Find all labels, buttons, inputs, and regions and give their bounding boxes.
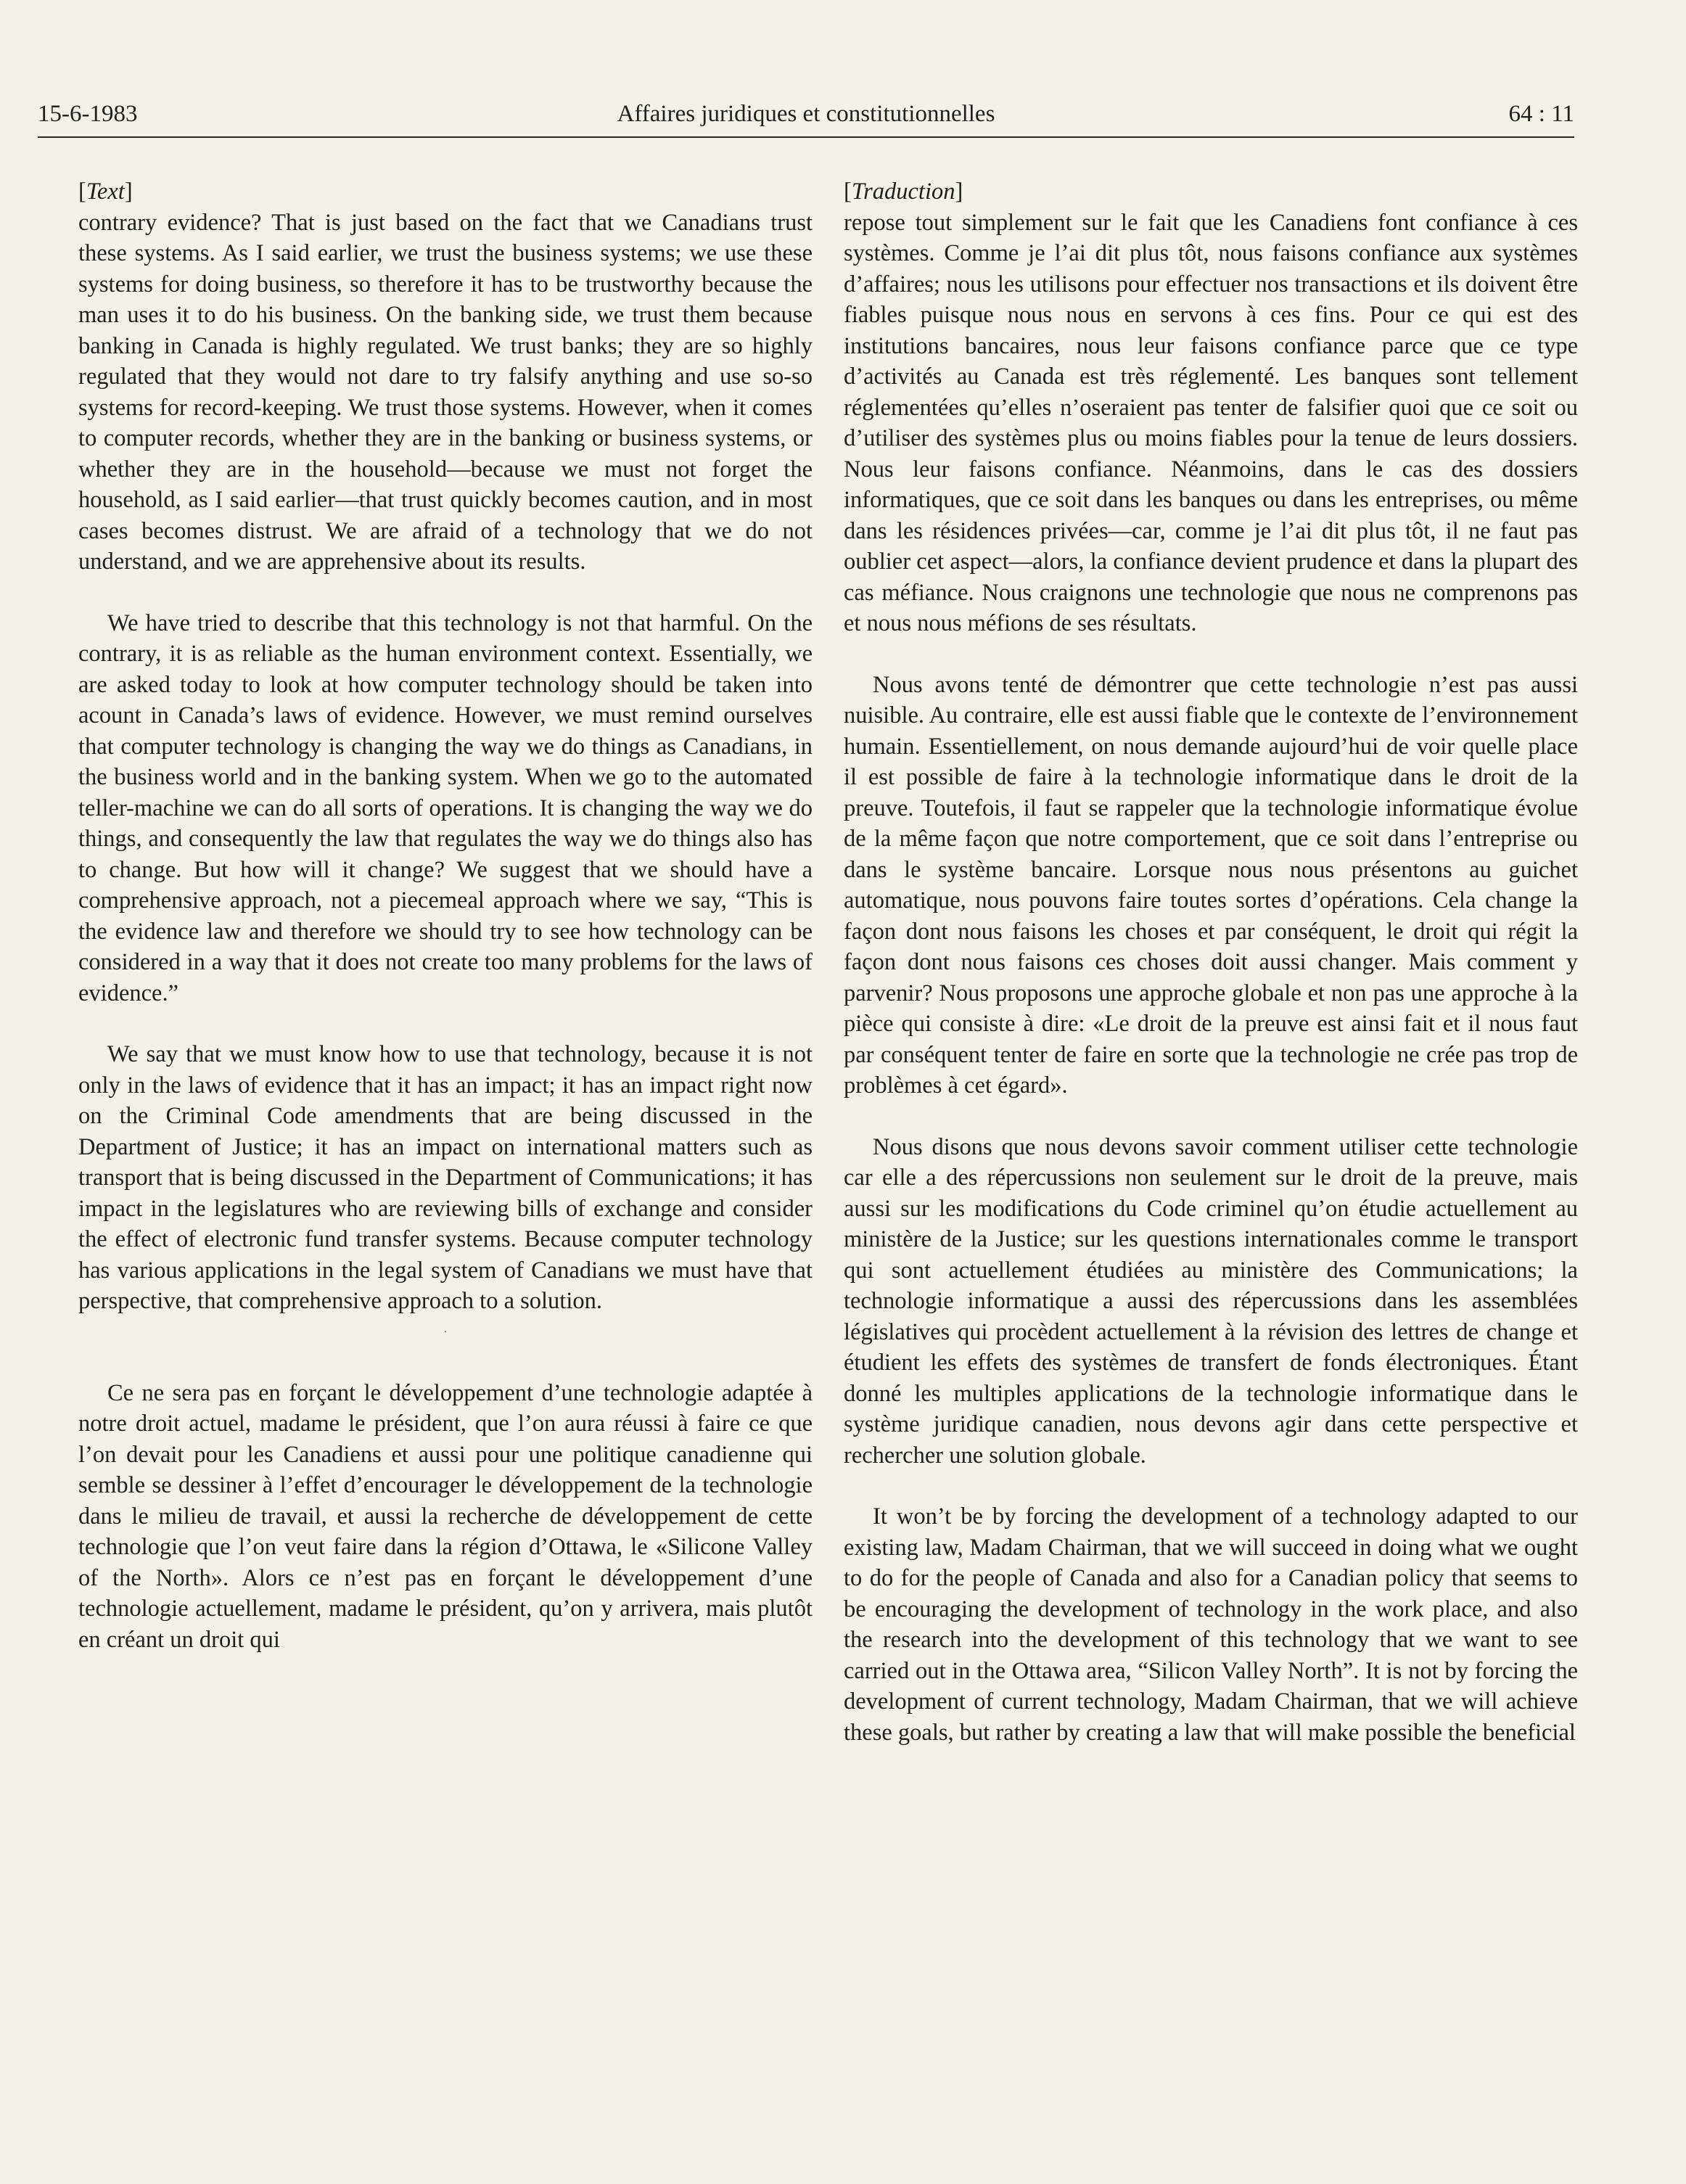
label-open-bracket: [ <box>844 178 852 205</box>
paragraph: We have tried to describe that this technology is not that harmful. On the contrary, it is as reliable as the human environment context. Essentially, we are asked today to look at how computer technology should be taken into acount in Canada’s laws of evidence. However, we must remind ourselves that computer technology is changing the way we do things as Canadians, in the business world and in the banking system. When we go to the automated teller-machine we can do all sorts of operations. It is changing the way we do things, and consequently the law that regulates the way we do things also has to change. But how will it change? We suggest that we should have a comprehensive approach, not a piecemeal approach where we say, “This is the evidence law and therefore we should try to see how technology can be considered in a way that it does not create too many problems for the laws of evidence.” <box>78 609 813 1006</box>
header-title: Affaires juridiques et constitutionnelles <box>617 101 995 127</box>
left-column <box>78 176 813 1655</box>
paragraph: We say that we must know how to use that technology, because it is not only in the laws of evidence that it has an impact; it has an impact right now on the Criminal Code amendments that are being discussed in the Department of Justice; it has an impact on international matters such as transport that is being discussed in the Department of Communications; it has impact in the legislatures who are reviewing bills of exchange and consider the effect of electronic fund transfer systems. Because computer technology has various applications in the legal system of Canadians we must have that perspective, that comprehensive approach to a solution. <box>78 1041 813 1314</box>
header-page-number: 64 : 11 <box>1508 101 1574 127</box>
label-open-bracket: [ <box>78 178 86 205</box>
paragraph: Nous avons tenté de démontrer que cette technologie n’est pas aussi nuisible. Au contraire, elle est aussi fiable que le contexte de l’environnement humain. Essentiellement, on nous demande aujourd’hui de voir quelle place il est possible de faire à la technologie informatique dans le droit de la preuve. Toutefois, il faut se rappeler que la technologie informatique évolue de la même façon que notre comportement, que ce soit dans l’entreprise ou dans le système bancaire. Lorsque nous nous présentons au guichet automatique, nous pouvons faire toutes sortes d’opérations. Cela change la façon dont nous faisons les choses et par conséquent, le droit qui régit la façon dont nous faisons ces choses doit aussi changer. Mais comment y parvenir? Nous proposons une approche globale et non pas une approche à la pièce qui consiste à dire: «Le droit de la preuve est ainsi fait et il nous faut par conséquent tenter de faire en sorte que la technologie ne crée pas trop de problèmes à cet égard». <box>844 671 1578 1099</box>
paragraph: Nous disons que nous devons savoir comment utiliser cette technologie car elle a des répercussions non seulement sur le droit de la preuve, mais aussi sur les modifications du Code criminel qu’on étudie actuellement au ministère de la Justice; sur les questions internationales comme le transport qui sont actuellement étudiées au ministère des Communications; la technologie informatique a aussi des répercussions dans les assemblées législatives qui procèdent actuellement à la révision des lettres de change et étudient les effets des systèmes de transfert de fonds électroniques. Étant donné les multiples applications de la technologie informatique dans le système juridique canadien, nous devons agir dans cette perspective et rechercher une solution globale. <box>844 1133 1578 1469</box>
right-column <box>844 176 1578 1748</box>
column-label-text <box>78 176 813 208</box>
paragraph: It won’t be by forcing the development of a technology adapted to our existing law, Madam Chairman, that we will succeed in doing what we ought to do for the people of Canada and also for a Canadian policy that seems to be encouraging the development of technology in the work place, and also the research into the development of this technology that we want to see carried out in the Ottawa area, “Silicon Valley North”. It is not by forcing the development of current technology, Madam Chairman, that we will achieve these goals, but rather by creating a law that will make possible the beneficial <box>844 1503 1578 1746</box>
header-date: 15-6-1983 <box>38 101 138 127</box>
label-word: Traduction <box>851 178 955 205</box>
label-word: Text <box>86 178 125 205</box>
column-label-traduction <box>844 176 1578 208</box>
paragraph: Ce ne sera pas en forçant le développement d’une technologie adaptée à notre droit actuel, madame le président, que l’on aura réussi à faire ce que l’on devait pour les Canadiens et aussi pour une politique canadienne qui semble se dessiner à l’effet d’encourager le développement de la technologie dans le milieu de travail, et aussi la recherche de développement de cette technologie que l’on veut faire dans la région d’Ottawa, le «Silicone Valley of the North». Alors ce n’est pas en forçant le développement d’une technologie actuellement, madame le président, qu’on y arrivera, mais plutôt en créant un droit qui <box>78 1379 813 1653</box>
label-close-bracket: ] <box>955 178 963 205</box>
page-header <box>38 99 1574 138</box>
stray-mark: · <box>443 1323 448 1340</box>
paragraph: contrary evidence? That is just based on the fact that we Canadians trust these systems. As I said earlier, we trust the business systems; we use these systems for doing business, so therefore it has to be trustworthy because the man uses it to do his business. On the banking side, we trust them because banking in Canada is highly regulated. We trust banks; they are so highly regulated that they would not dare to try falsify anything and use so-so systems for record-keeping. We trust those systems. However, when it comes to computer records, whether they are in the banking or business systems, or whether they are in the household—because we must not forget the household, as I said earlier—that trust quickly becomes caution, and in most cases becomes distrust. We are afraid of a technology that we do not understand, and we are apprehensive about its results. <box>78 209 813 575</box>
label-close-bracket: ] <box>124 178 133 205</box>
paragraph: repose tout simplement sur le fait que les Canadiens font confiance à ces systèmes. Comme je l’ai dit plus tôt, nous faisons confiance aux systèmes d’affaires; nous les utilisons pour effectuer nos transactions et ils doivent être fiables puisque nous nous en servons à ces fins. Pour ce qui est des institutions bancaires, nous leur faisons confiance parce que ce type d’activités au Canada est très réglementé. Les banques sont tellement réglementées qu’elles n’oseraient pas tenter de falsifier quoi que ce soit ou d’utiliser des systèmes plus ou moins fiables pour la tenue de leurs dossiers. Nous leur faisons confiance. Néanmoins, dans le cas des dossiers informatiques, que ce soit dans les banques ou dans les entreprises, ou même dans les résidences privées—car, comme je l’ai dit plus tôt, il ne faut pas oublier cet aspect—alors, la confiance devient prudence et dans la plupart des cas méfiance. Nous craignons une technologie que nous ne comprenons pas et nous nous méfions de ses résultats. <box>844 209 1578 636</box>
